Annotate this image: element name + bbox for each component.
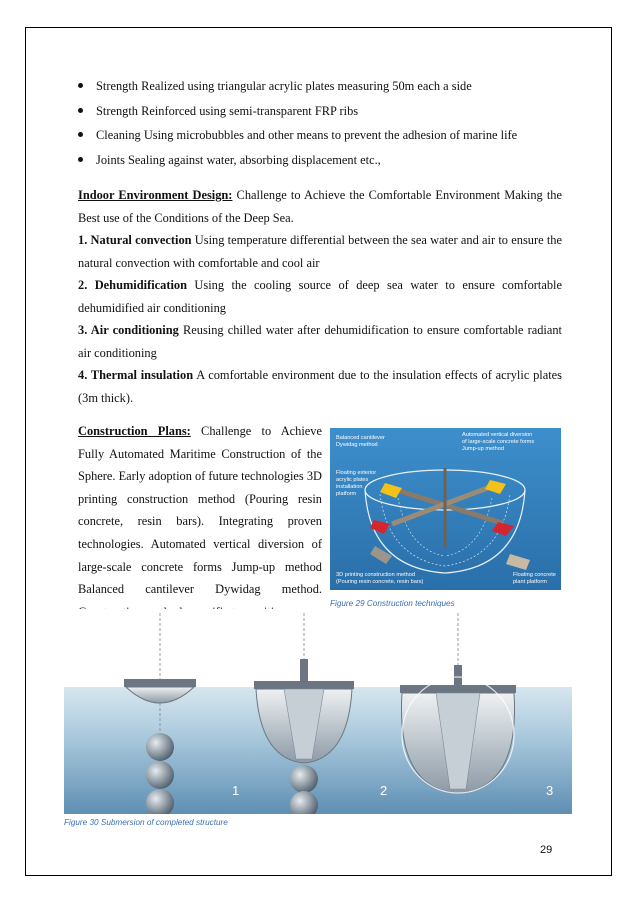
construction-techniques-figure bbox=[330, 428, 561, 590]
stage-label: 1 bbox=[232, 783, 240, 798]
page-number: 29 bbox=[540, 844, 553, 856]
indoor-item: 2. Dehumidification Using the cooling source of deep sea water to ensure comfortable dehumidified air conditioning bbox=[78, 278, 562, 315]
bullet-dot bbox=[78, 83, 83, 88]
svg-text:Floating concrete: Floating concrete bbox=[513, 572, 556, 578]
indoor-intro: Indoor Environment Design: Challenge to Achieve the Comfortable Environment Making the Best use of the Conditions of the Deep Sea. bbox=[78, 188, 563, 225]
svg-text:plant platform: plant platform bbox=[513, 579, 547, 585]
indoor-heading: Indoor Environment Design: bbox=[78, 188, 233, 202]
svg-text:acrylic plates: acrylic plates bbox=[336, 477, 369, 483]
svg-text:Dywidag method: Dywidag method bbox=[336, 442, 378, 448]
submersion-figure bbox=[64, 609, 572, 814]
construction-plans-paragraph: Construction Plans: Challenge to Achieve Fully Automated Maritime Construction of the Sphere. Early adoption of future technologies 3D printing construction method (Pouring resin concrete, resin bars). Integrating proven technologies. Automated vertical diversion of large-scale concrete forms Jump-up method Balanced cantilever Dywidag method. bbox=[78, 424, 322, 597]
bullet-dot bbox=[78, 157, 83, 162]
svg-text:platform: platform bbox=[336, 491, 357, 497]
svg-text:3D printing construction metho: 3D printing construction method bbox=[336, 572, 415, 578]
indoor-item: 3. Air conditioning Reusing chilled water after dehumidification to ensure comfortable radiant air conditioning bbox=[78, 323, 562, 360]
indoor-item: 4. Thermal insulation A comfortable environment due to the insulation effects of acrylic plates (3m thick). bbox=[78, 368, 562, 405]
bullet-dot bbox=[78, 108, 83, 113]
construction-heading: Construction Plans: bbox=[78, 424, 191, 438]
indoor-environment-section bbox=[78, 184, 562, 409]
bullet-item: Joints Sealing against water, absorbing displacement etc., bbox=[78, 152, 578, 177]
figure30-caption: Figure 30 Submersion of completed structure bbox=[64, 818, 228, 827]
svg-text:Balanced cantilever: Balanced cantilever bbox=[336, 435, 385, 441]
svg-text:installation: installation bbox=[336, 484, 363, 490]
indoor-item: 1. Natural convection Using temperature differential between the sea water and air to ensure the natural convection with comfortable and cool air bbox=[78, 233, 562, 270]
bullet-item: Cleaning Using microbubbles and other means to prevent the adhesion of marine life bbox=[78, 127, 578, 152]
bullet-item: Strength Realized using triangular acrylic plates measuring 50m each a side bbox=[78, 78, 578, 103]
stage-label: 3 bbox=[546, 783, 554, 798]
stage-label: 2 bbox=[380, 783, 388, 798]
bullet-dot bbox=[78, 132, 83, 137]
svg-text:of large-scale concrete forms: of large-scale concrete forms bbox=[462, 439, 535, 445]
feature-bullet-list bbox=[78, 78, 578, 176]
svg-text:(Pouring resin concrete, resin: (Pouring resin concrete, resin bars) bbox=[336, 579, 424, 585]
svg-text:Automated vertical diversion: Automated vertical diversion bbox=[462, 432, 533, 438]
bullet-item: Strength Reinforced using semi-transparent FRP ribs bbox=[78, 103, 578, 128]
svg-text:Jump-up method: Jump-up method bbox=[462, 446, 504, 452]
figure29-caption: Figure 29 Construction techniques bbox=[330, 599, 455, 608]
svg-text:Floating exterior: Floating exterior bbox=[336, 470, 377, 476]
